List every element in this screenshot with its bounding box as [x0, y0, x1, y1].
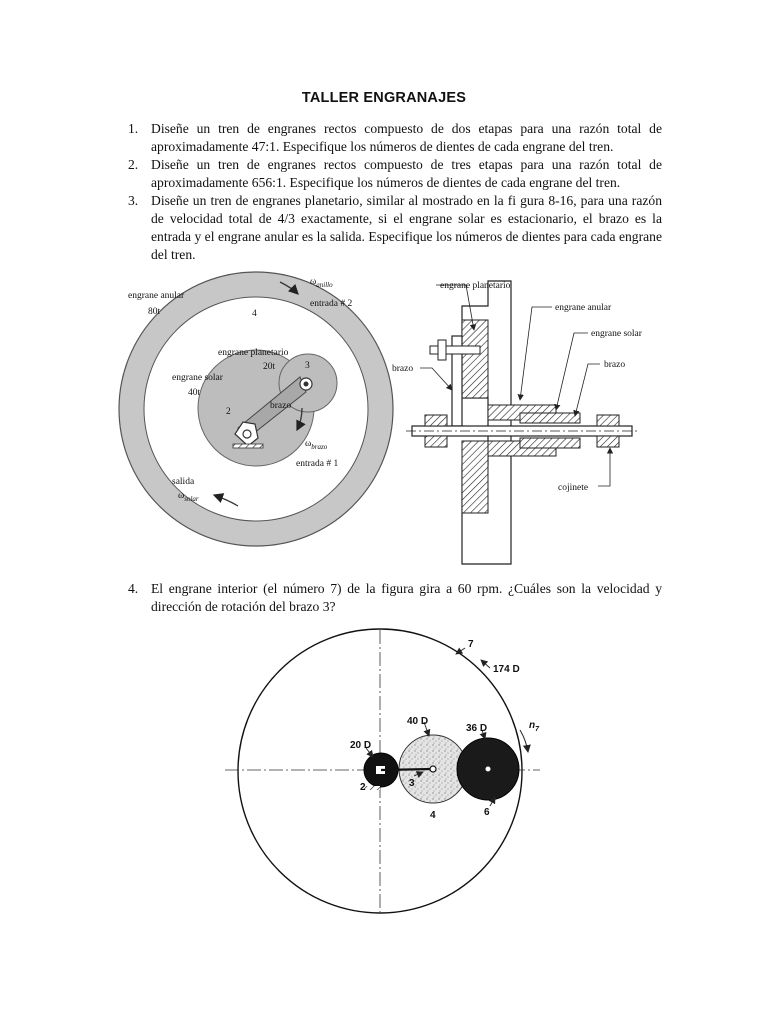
- question-text: Diseñe un tren de engranes rectos compuesto de tres etapas para una razón total de aproximadamente 656:1. Especifique los números de dientes de cada engrane del tren.: [151, 157, 662, 190]
- arm-right-leader: [575, 364, 600, 416]
- arm-label-left: brazo: [392, 364, 414, 374]
- planetary-gear-figure: [119, 272, 393, 546]
- planet-section: [462, 320, 488, 398]
- arm-left-leader: [420, 368, 452, 390]
- left-bearing-lower: [425, 436, 447, 447]
- n7-rotation-arrow-icon: [520, 730, 528, 752]
- question-number: 3.: [128, 193, 139, 208]
- planet-gear-label: engrane planetario: [218, 348, 289, 358]
- arm-label-right: brazo: [604, 360, 626, 370]
- bearing-label: cojinete: [558, 483, 589, 493]
- arm-label: brazo: [270, 401, 292, 411]
- sun-shaft-icon: [243, 430, 251, 438]
- omega-arm: $\omega_{brazo}$: [305, 439, 328, 451]
- ring-gear-teeth: 80t: [148, 307, 161, 317]
- gear-7-number: 7: [468, 639, 474, 650]
- ring-gear-label: engrane anular: [128, 291, 185, 301]
- planet-gear-teeth: 20t: [263, 362, 276, 372]
- arm-3-pin-icon: [430, 766, 436, 772]
- output-label: salida: [172, 477, 195, 487]
- gear-2-number: 2: [360, 782, 366, 793]
- sun-gear-label: engrane solar: [172, 373, 223, 383]
- pin-nut: [438, 340, 446, 360]
- arm-3-number: 3: [409, 778, 415, 789]
- d40-label: 40 D: [407, 716, 429, 727]
- ground-icon: [364, 786, 380, 790]
- d174-leader: [481, 660, 490, 668]
- gear-6-number: 6: [484, 807, 490, 818]
- planet-pin-center-icon: [304, 382, 309, 387]
- planet-section-lower: [462, 441, 488, 513]
- sun-gear-number: 2: [226, 407, 231, 417]
- planetary-section-figure: [392, 281, 643, 564]
- question-text: Diseñe un tren de engranes rectos compuesto de dos etapas para una razón total de aproximadamente 47:1. Especifique los números de dientes de cada engrane del tren.: [151, 121, 662, 154]
- arm-3: [381, 769, 433, 770]
- d36-label: 36 D: [466, 723, 488, 734]
- ground-icon: [233, 444, 263, 448]
- ring-gear-label: engrane anular: [555, 303, 612, 313]
- bearing-leader: [598, 448, 610, 486]
- sun-hub-lower: [520, 438, 580, 448]
- right-bearing-lower: [597, 436, 619, 447]
- page-title: TALLER ENGRANAJES: [301, 90, 467, 106]
- planet-gear-label: engrane planetario: [440, 281, 511, 291]
- ring-leader: [520, 307, 552, 400]
- left-bearing: [425, 415, 447, 426]
- question-number: 4.: [128, 581, 139, 596]
- gear-train-figure: [225, 629, 540, 913]
- sun-hub: [520, 413, 580, 423]
- sun-gear-label: engrane solar: [591, 329, 642, 339]
- right-bearing: [597, 415, 619, 426]
- sun-leader: [556, 333, 588, 410]
- gear-6-center-icon: [486, 767, 491, 772]
- d20-label: 20 D: [350, 740, 372, 751]
- question-number: 1.: [128, 121, 139, 136]
- n7-label: $n_7$: [529, 720, 540, 733]
- gear-7-leader: [456, 648, 465, 654]
- planet-gear-number: 3: [305, 361, 310, 371]
- question-number: 2.: [128, 157, 139, 172]
- omega-ring: $\omega_{anillo}$: [310, 277, 333, 289]
- d174-label: 174 D: [493, 664, 520, 675]
- question-text: Diseñe un tren de engranes planetario, similar al mostrado en la fi gura 8-16, para una razón de velocidad total de 4/3 exactamente, si el engrane solar es estacionario, el brazo es la entrada y el engrane anular es la salida. Especifique los números de dientes para cada engrane del tren.: [151, 193, 662, 262]
- omega-sun: $\omega_{solar}$: [178, 491, 199, 503]
- input-1-label: entrada # 1: [296, 459, 339, 469]
- question-text: El engrane interior (el número 7) de la figura gira a 60 rpm. ¿Cuáles son la velocidad y dirección de rotación del brazo 3?: [151, 581, 662, 614]
- gear-4-number: 4: [430, 810, 436, 821]
- input-2-label: entrada # 2: [310, 299, 353, 309]
- ring-gear-number: 4: [252, 309, 257, 319]
- sun-gear-teeth: 40t: [188, 388, 201, 398]
